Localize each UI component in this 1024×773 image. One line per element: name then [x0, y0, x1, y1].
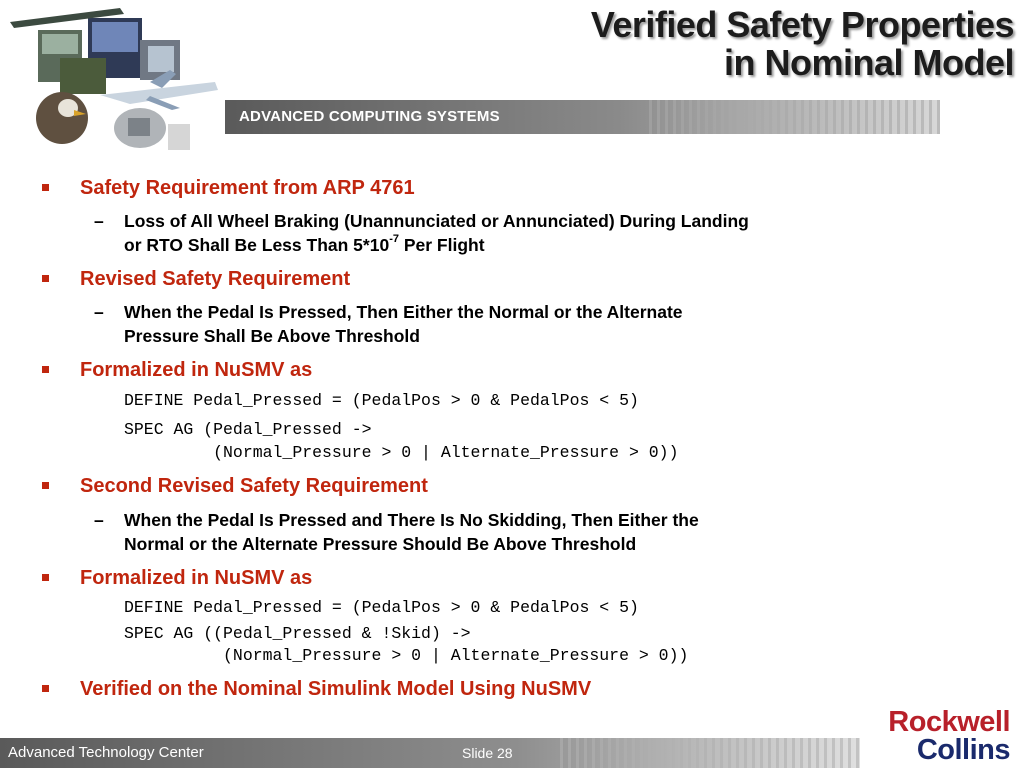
header-collage-image — [0, 0, 230, 160]
code-block-1-spec: SPEC AG (Pedal_Pressed -> (Normal_Pressure > 0 | Alternate_Pressure > 0)) — [124, 420, 679, 462]
square-bullet-icon — [42, 184, 49, 191]
code-block-2-define: DEFINE Pedal_Pressed = (PedalPos > 0 & PedalPos < 5) — [124, 598, 639, 617]
page-title — [591, 6, 1014, 82]
banner-label: ADVANCED COMPUTING SYSTEMS — [239, 108, 500, 125]
bullet-4: Second Revised Safety Requirement — [80, 475, 428, 498]
footer-bar — [0, 738, 860, 768]
square-bullet-icon — [42, 482, 49, 489]
square-bullet-icon — [42, 366, 49, 373]
company-logo — [888, 708, 1010, 764]
dash-bullet-icon: – — [94, 302, 104, 322]
square-bullet-icon — [42, 685, 49, 692]
sub-bullet-2: – When the Pedal Is Pressed, Then Either the Normal or the Alternate Pressure Shall Be Above Threshold — [94, 302, 683, 346]
division-banner — [225, 100, 940, 134]
bullet-5: Formalized in NuSMV as — [80, 567, 312, 590]
dash-bullet-icon: – — [94, 211, 104, 231]
footer-org-label: Advanced Technology Center — [8, 744, 204, 761]
logo-line-2: Collins — [916, 734, 1010, 766]
sub-bullet-1: – Loss of All Wheel Braking (Unannunciated or Annunciated) During Landing or RTO Shall Be Less Than $5*10^{-7}$ Per Flight — [94, 211, 749, 255]
square-bullet-icon — [42, 574, 49, 581]
logo-line-1: Rockwell — [888, 706, 1010, 738]
bullet-2: Revised Safety Requirement — [80, 268, 350, 291]
sub-bullet-4: – When the Pedal Is Pressed and There Is No Skidding, Then Either the Normal or the Alternate Pressure Should Be Above Threshold — [94, 510, 699, 554]
code-block-2-spec: SPEC AG ((Pedal_Pressed & !Skid) -> (Normal_Pressure > 0 | Alternate_Pressure > 0)) — [124, 624, 689, 665]
dash-bullet-icon: – — [94, 510, 104, 530]
code-block-1-define: DEFINE Pedal_Pressed = (PedalPos > 0 & PedalPos < 5) — [124, 391, 639, 410]
bullet-1: Safety Requirement from ARP 4761 — [80, 177, 415, 200]
title-line-1: Verified Safety Properties — [590, 4, 1014, 45]
title-line-2: in Nominal Model — [723, 42, 1014, 83]
bullet-6: Verified on the Nominal Simulink Model Using NuSMV — [80, 678, 591, 701]
slide-number: Slide 28 — [462, 745, 513, 761]
square-bullet-icon — [42, 275, 49, 282]
bullet-3: Formalized in NuSMV as — [80, 359, 312, 382]
